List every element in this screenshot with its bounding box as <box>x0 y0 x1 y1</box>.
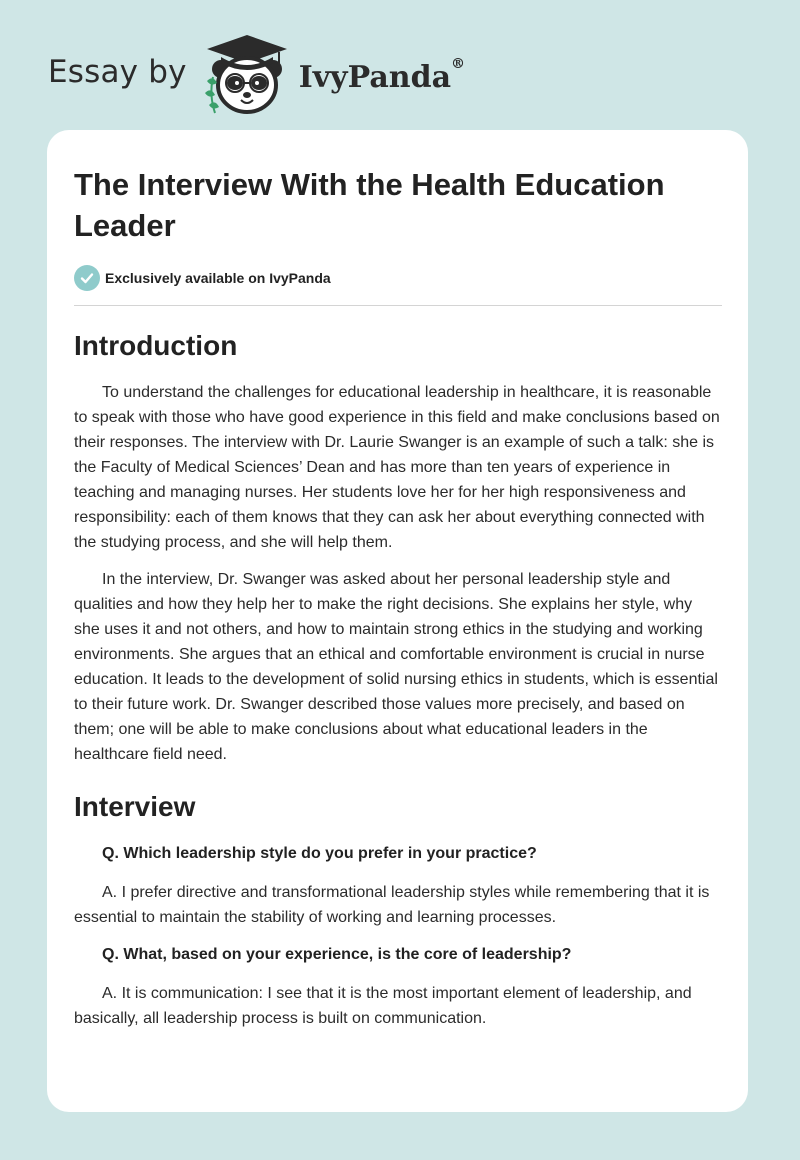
exclusive-label: Exclusively available on IvyPanda <box>105 270 331 286</box>
interview-question: Q. What, based on your experience, is the core of leadership? <box>102 946 572 963</box>
site-header <box>48 30 465 120</box>
interview-question: Q. Which leadership style do you prefer in your practice? <box>102 845 537 862</box>
interview-answer: A. It is communication: I see that it is the most important element of leadership, and basically, all leadership process is built on communication. <box>74 985 692 1027</box>
section-heading-introduction: Introduction <box>74 330 238 361</box>
exclusive-badge <box>74 264 722 292</box>
page-title: The Interview With the Health Education Leader <box>74 167 665 243</box>
check-icon <box>74 265 100 291</box>
section-heading-interview: Interview <box>74 791 196 822</box>
interview-answer: A. I prefer directive and transformational leadership styles while remembering that it is essential to maintain the stability of working and learning processes. <box>74 884 710 926</box>
essay-by-label: Essay by <box>48 54 187 90</box>
divider <box>74 305 722 306</box>
brand-name[interactable]: IvyPanda® <box>298 55 466 95</box>
panda-logo-icon[interactable] <box>201 33 293 117</box>
registered-mark: ® <box>451 55 466 72</box>
paragraph: To understand the challenges for educational leadership in healthcare, it is reasonable to speak with those who have good experience in this field and make conclusions based on their responses. The interview with Dr. Laurie Swanger is an example of such a talk: she is the Faculty of Medical Sciences’ Dean and has more than ten years of experience in teaching and managing nurses. Her students love her for her high responsiveness and responsibility: each of them knows that they can ask her about everything connected with the studying process, and she will help them. <box>74 384 720 551</box>
paragraph: In the interview, Dr. Swanger was asked about her personal leadership style and qualities and how they help her to make the right decisions. She explains her style, why she uses it and not others, and how to maintain strong ethics in the studying and working environments. She argues that an ethical and comfortable environment is crucial in nurse education. It leads to the development of solid nursing ethics in students, which is essential to their future work. Dr. Swanger described those values more precisely, and based on them; one will be able to make conclusions about what educational leaders in the healthcare field need. <box>74 571 718 763</box>
article-card <box>47 130 748 1112</box>
